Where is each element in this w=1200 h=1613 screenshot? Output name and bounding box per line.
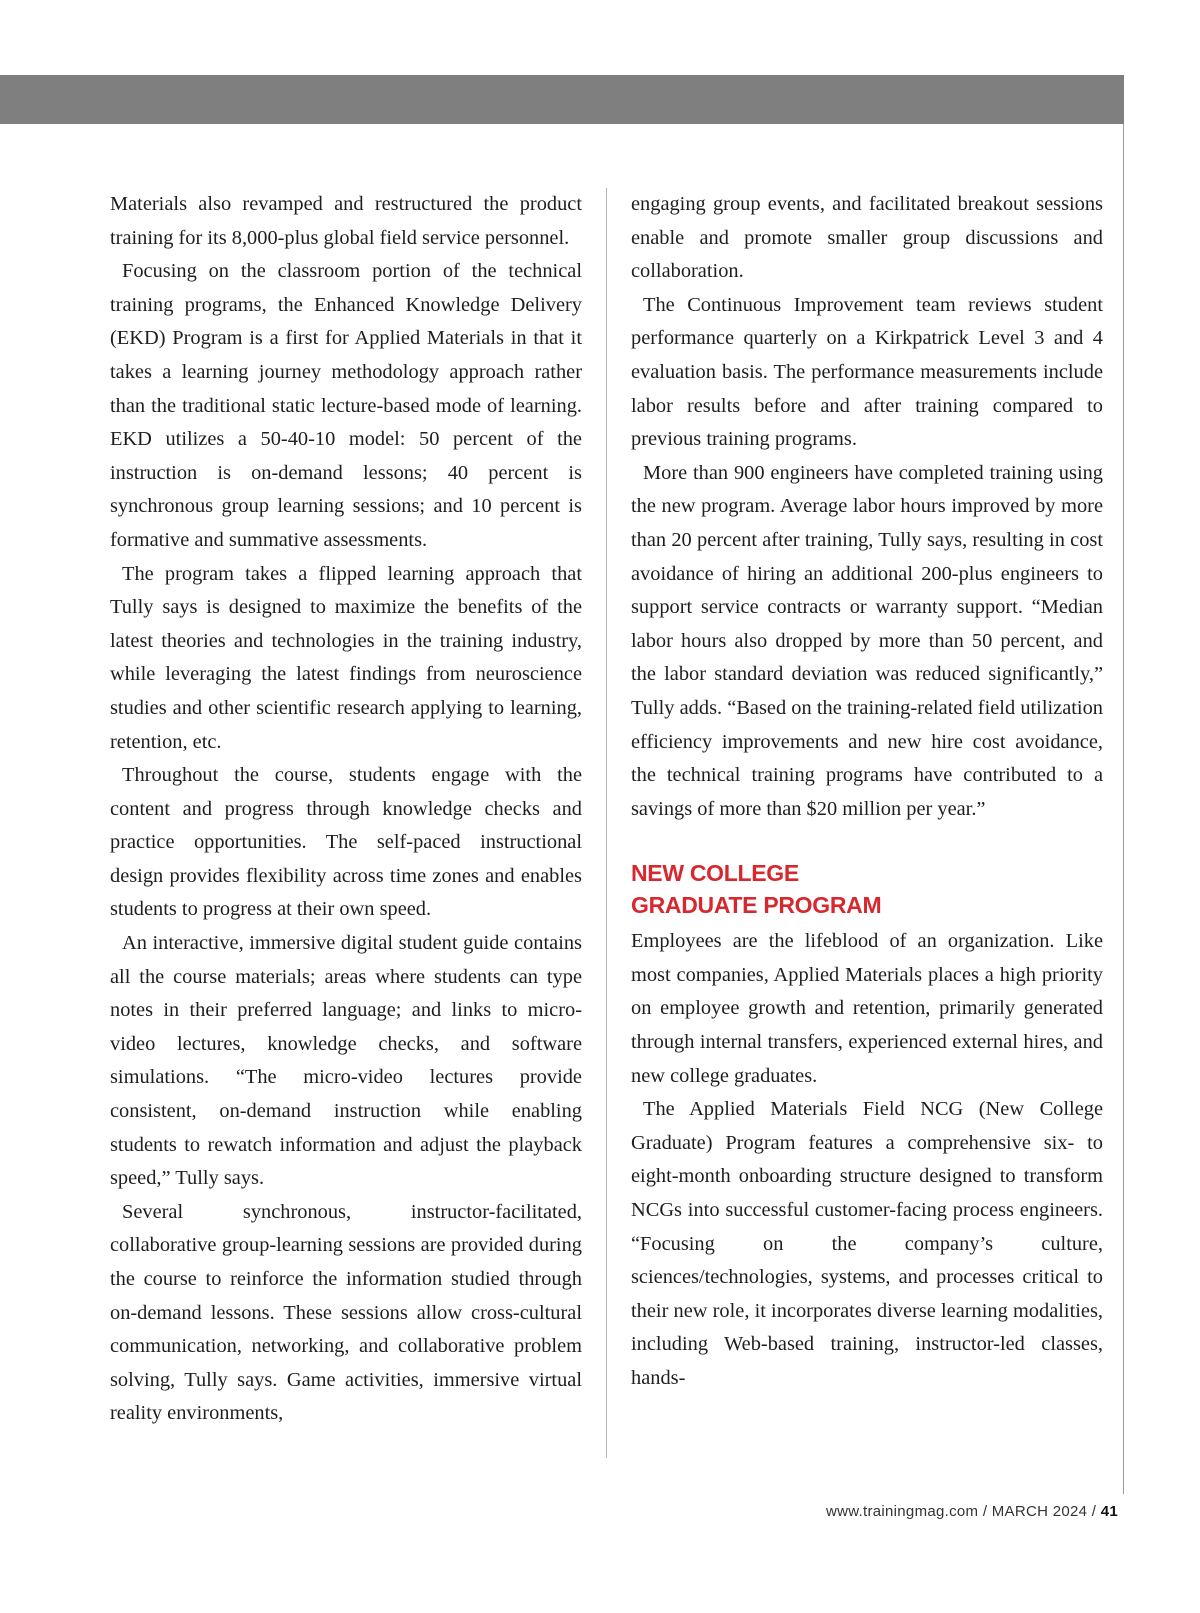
body-paragraph: The Applied Materials Field NCG (New College Graduate) Program features a comprehensive six- to eight-month onboarding structure designed to transform NCGs into successful customer-facing process engineers. “Focusing on the company’s culture, sciences/technologies, systems, and processes critical to their new role, it incorporates diverse learning modalities, including Web-based training, instructor-led classes, hands- xyxy=(631,1098,1103,1389)
body-paragraph: An interactive, immersive digital student guide contains all the course materials; areas where students can type notes in their preferred language; and links to micro-video lectures, knowledge checks, and software simulations. “The micro-video lectures provide consistent, on-demand instruction while enabling students to rewatch information and adjust the playback speed,” Tully says. xyxy=(110,932,582,1190)
page-number: 41 xyxy=(1100,1503,1118,1520)
body-paragraph: Throughout the course, students engage with the content and progress through knowledge checks and practice opportunities. The self-paced instructional design provides flexibility across time zones and enables students to progress at their own speed. xyxy=(110,764,582,921)
column-divider xyxy=(606,188,607,1458)
section-heading-line-1: NEW COLLEGE xyxy=(631,860,799,887)
body-paragraph: Employees are the lifeblood of an organization. Like most companies, Applied Materials places a high priority on employee growth and retention, primarily generated through internal transfers, experienced external hires, and new college graduates. xyxy=(631,930,1103,1087)
page-edge-rule xyxy=(1123,124,1124,1494)
section-heading xyxy=(631,857,1103,921)
left-column xyxy=(110,188,582,1431)
body-paragraph: engaging group events, and facilitated breakout sessions enable and promote smaller group discussions and collaboration. xyxy=(631,193,1103,283)
section-heading-line-2: GRADUATE PROGRAM xyxy=(631,892,882,919)
body-paragraph: The program takes a flipped learning approach that Tully says is designed to maximize the benefits of the latest theories and technologies in the training industry, while leveraging the latest findings from neuroscience studies and other scientific research applying to learning, retention, etc. xyxy=(110,562,582,753)
body-paragraph: Materials also revamped and restructured the product training for its 8,000-plus global field service personnel. xyxy=(110,193,582,249)
page-footer xyxy=(826,1503,1118,1520)
body-paragraph: The Continuous Improvement team reviews student performance quarterly on a Kirkpatrick Level 3 and 4 evaluation basis. The performance measurements include labor results before and after training compared to previous training programs. xyxy=(631,293,1103,451)
body-paragraph: More than 900 engineers have completed training using the new program. Average labor hours improved by more than 20 percent after training, Tully says, resulting in cost avoidance of hiring an additional 200-plus engineers to support service contracts or warranty support. “Median labor hours also dropped by more than 50 percent, and the labor standard deviation was reduced significantly,” Tully adds. “Based on the training-related field utilization efficiency improvements and new hire cost avoidance, the technical training programs have contributed to a savings of more than $20 million per year.” xyxy=(631,461,1103,820)
header-bar xyxy=(0,75,1124,124)
right-column xyxy=(631,188,1103,1396)
body-paragraph: Several synchronous, instructor-facilitated, collaborative group-learning sessions are provided during the course to reinforce the information studied through on-demand lessons. These sessions allow cross-cultural communication, networking, and collaborative problem solving, Tully says. Game activities, immersive virtual reality environments, xyxy=(110,1200,582,1425)
footer-text: www.trainingmag.com / MARCH 2024 / xyxy=(825,1503,1097,1520)
body-paragraph: Focusing on the classroom portion of the technical training programs, the Enhanced Knowledge Delivery (EKD) Program is a first for Applied Materials in that it takes a learning journey methodology approach rather than the traditional static lecture-based mode of learning. EKD utilizes a 50-40-10 model: 50 percent of the instruction is on-demand lessons; 40 percent is synchronous group learning sessions; and 10 percent is formative and summative assessments. xyxy=(110,260,582,551)
